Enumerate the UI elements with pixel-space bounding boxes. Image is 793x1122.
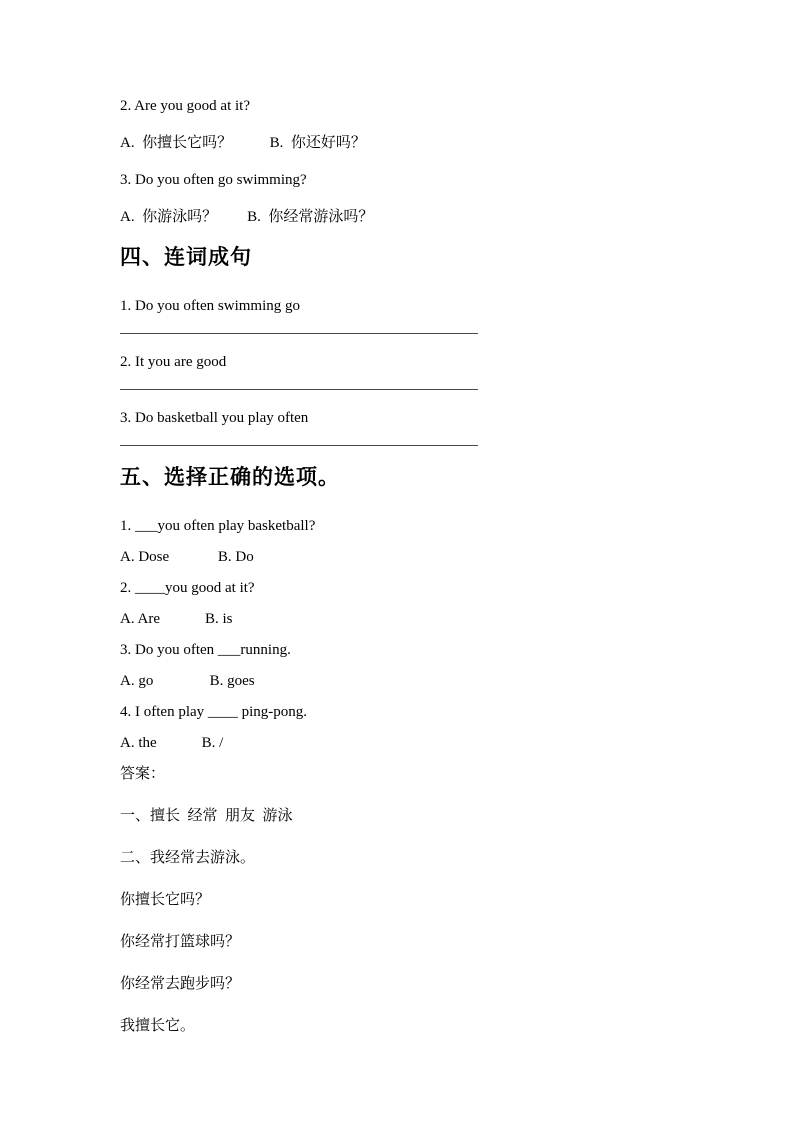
- part5-question-4: 4. I often play ____ ping-pong.: [120, 704, 308, 720]
- part4-question-3: 3. Do basketball you play often: [120, 410, 309, 426]
- answer-blank-line: [120, 333, 478, 334]
- part4-question-1: 1. Do you often swimming go: [120, 298, 300, 314]
- answers-part-two-line: 你经常去跑步吗？: [120, 976, 241, 992]
- part3-question-2: 2. Are you good at it?: [120, 98, 250, 114]
- answers-part-two-line: 你擅长它吗？: [120, 892, 211, 908]
- part5-question-3: 3. Do you often ___running.: [120, 642, 291, 658]
- answers-part-two-line: 我擅长它。: [120, 1018, 196, 1034]
- part5-question-4-options: A. the B. /: [120, 735, 224, 751]
- answers-part-two-line: 二、我经常去游泳。: [120, 850, 256, 866]
- part4-question-2: 2. It you are good: [120, 354, 227, 370]
- answers-part-two-line: 你经常打篮球吗？: [120, 934, 241, 950]
- part3-question-3-options: A. 你游泳吗？ B. 你经常游泳吗？: [120, 209, 374, 225]
- part3-question-3: 3. Do you often go swimming?: [120, 172, 307, 188]
- part3-question-2-options: A. 你擅长它吗？ B. 你还好吗？: [120, 135, 366, 151]
- answer-blank-line: [120, 389, 478, 390]
- part5-question-1: 1. ___you often play basketball?: [120, 518, 316, 534]
- part5-question-2: 2. ____you good at it?: [120, 580, 255, 596]
- section-translation-tail: [120, 96, 673, 227]
- part5-question-1-options: A. Dose B. Do: [120, 549, 254, 565]
- section-multiple-choice: [120, 464, 673, 753]
- section-sentence-reordering: [120, 244, 673, 446]
- part5-heading: 五、选择正确的选项。: [120, 466, 340, 489]
- part5-question-2-options: A. Are B. is: [120, 611, 233, 627]
- part4-heading: 四、连词成句: [120, 246, 252, 269]
- answers-part-one: 一、擅长 经常 朋友 游泳: [120, 808, 293, 824]
- answers-label: 答案：: [120, 766, 166, 782]
- part5-question-3-options: A. go B. goes: [120, 673, 255, 689]
- section-answer-key: [120, 764, 673, 1036]
- answer-blank-line: [120, 445, 478, 446]
